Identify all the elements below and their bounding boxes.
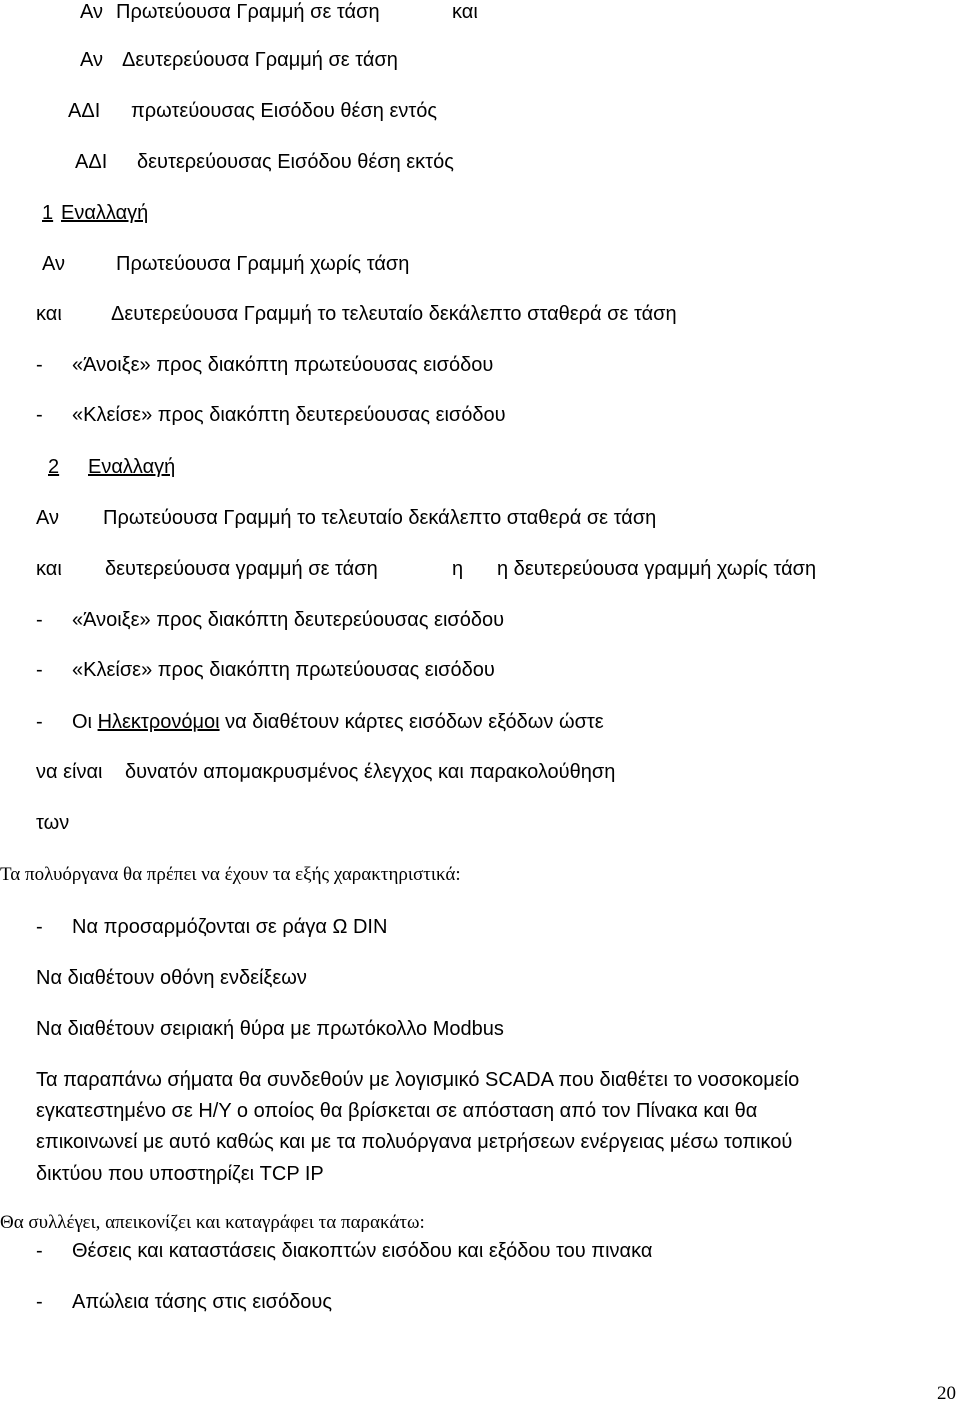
switch1-title-text: Εναλλαγή: [61, 202, 149, 224]
switch2-act2-text: «Κλείσε» προς διακόπτη πρωτεύουσας εισόδου: [72, 659, 495, 681]
switch1-act1-dash: -: [36, 354, 43, 376]
instruments-heading: Τα πολυόργανα θα πρέπει να έχουν τα εξής χαρακτηριστικά:: [0, 864, 461, 885]
b1-l1-a: Αν: [80, 1, 103, 23]
instruments-item1-dash: -: [36, 916, 43, 938]
instruments-para-2: εγκατεστημένο σε Η/Υ ο οποίος θα βρίσκεται σε απόσταση από τον Πίνακα και θα: [36, 1100, 758, 1122]
instruments-para-3: επικοινωνεί με αυτό καθώς και με τα πολυόργανα μετρήσεων ενέργειας μέσω τοπικού: [36, 1131, 793, 1153]
b1-l1-b: Πρωτεύουσα Γραμμή σε τάση: [116, 1, 380, 23]
switch1-cond1-a: Αν: [42, 253, 65, 275]
instruments-item3: Να διαθέτουν σειριακή θύρα με πρωτόκολλο Modbus: [36, 1018, 504, 1040]
switch2-cond2-b: δευτερεύουσα γραμμή σε τάση: [105, 558, 378, 580]
instruments-para-1: Τα παραπάνω σήματα θα συνδεθούν με λογισμικό SCADA που διαθέτει το νοσοκομείο: [36, 1069, 800, 1091]
relays-sentence: [72, 710, 604, 734]
instruments-item1-text: Να προσαρμόζονται σε ράγα Ω DIN: [72, 916, 388, 938]
switch1-act2-dash: -: [36, 404, 43, 426]
switch1-act1-text: «Άνοιξε» προς διακόπτη πρωτεύουσας εισόδου: [72, 354, 494, 376]
b1-l3-a: ΑΔΙ: [68, 100, 101, 122]
switch2-cond1-b: Πρωτεύουσα Γραμμή το τελευταίο δεκάλεπτο σταθερά σε τάση: [103, 507, 657, 529]
b1-l2-a: Αν: [80, 49, 103, 71]
switch1-cond2-a: και: [36, 303, 62, 325]
relays-underlined: Ηλεκτρονόμοι: [97, 711, 220, 733]
page-number: 20: [937, 1383, 956, 1404]
relays-dash: -: [36, 711, 43, 733]
scada-item2-text: Απώλεια τάσης στις εισόδους: [72, 1291, 332, 1313]
scada-item1-dash: -: [36, 1240, 43, 1262]
relays-cont3: των: [36, 812, 70, 834]
scada-heading: Θα συλλέγει, απεικονίζει και καταγράφει τα παρακάτω:: [0, 1212, 425, 1233]
switch2-cond2-a: και: [36, 558, 62, 580]
instruments-item2: Να διαθέτουν οθόνη ενδείξεων: [36, 967, 307, 989]
b1-l2-b: Δευτερεύουσα Γραμμή σε τάση: [122, 49, 398, 71]
switch2-cond2-or: η: [452, 558, 464, 580]
b1-l1-c: και: [452, 1, 478, 23]
switch1-cond1-b: Πρωτεύουσα Γραμμή χωρίς τάση: [116, 253, 410, 275]
instruments-para-4: δικτύου που υποστηρίζει TCP IP: [36, 1163, 324, 1185]
relays-cont1: να είναι: [36, 761, 103, 783]
b1-l4-a: ΑΔΙ: [75, 151, 108, 173]
switch2-act1-text: «Άνοιξε» προς διακόπτη δευτερεύουσας εισόδου: [72, 609, 505, 631]
switch1-act2-text: «Κλείσε» προς διακόπτη δευτερεύουσας εισόδου: [72, 404, 506, 426]
scada-item1-text: Θέσεις και καταστάσεις διακοπτών εισόδου και εξόδου του πινακα: [72, 1240, 653, 1262]
switch1-title-num: 1: [42, 202, 54, 224]
relays-pre: Οι: [72, 711, 92, 733]
scada-item2-dash: -: [36, 1291, 43, 1313]
switch2-cond1-a: Αν: [36, 507, 59, 529]
relays-cont2: δυνατόν απομακρυσμένος έλεγχος και παρακολούθηση: [125, 761, 616, 783]
switch2-act1-dash: -: [36, 609, 43, 631]
b1-l3-b: πρωτεύουσας Εισόδου θέση εντός: [131, 100, 438, 122]
relays-post: να διαθέτουν κάρτες εισόδων εξόδων ώστε: [219, 711, 604, 733]
b1-l4-b: δευτερεύουσας Εισόδου θέση εκτός: [137, 151, 454, 173]
switch1-cond2-b: Δευτερεύουσα Γραμμή το τελευταίο δεκάλεπτο σταθερά σε τάση: [111, 303, 677, 325]
switch2-cond2-c: η δευτερεύουσα γραμμή χωρίς τάση: [497, 558, 817, 580]
switch2-act2-dash: -: [36, 659, 43, 681]
switch2-title-num: 2: [48, 456, 60, 478]
switch2-title-text: Εναλλαγή: [88, 456, 176, 478]
